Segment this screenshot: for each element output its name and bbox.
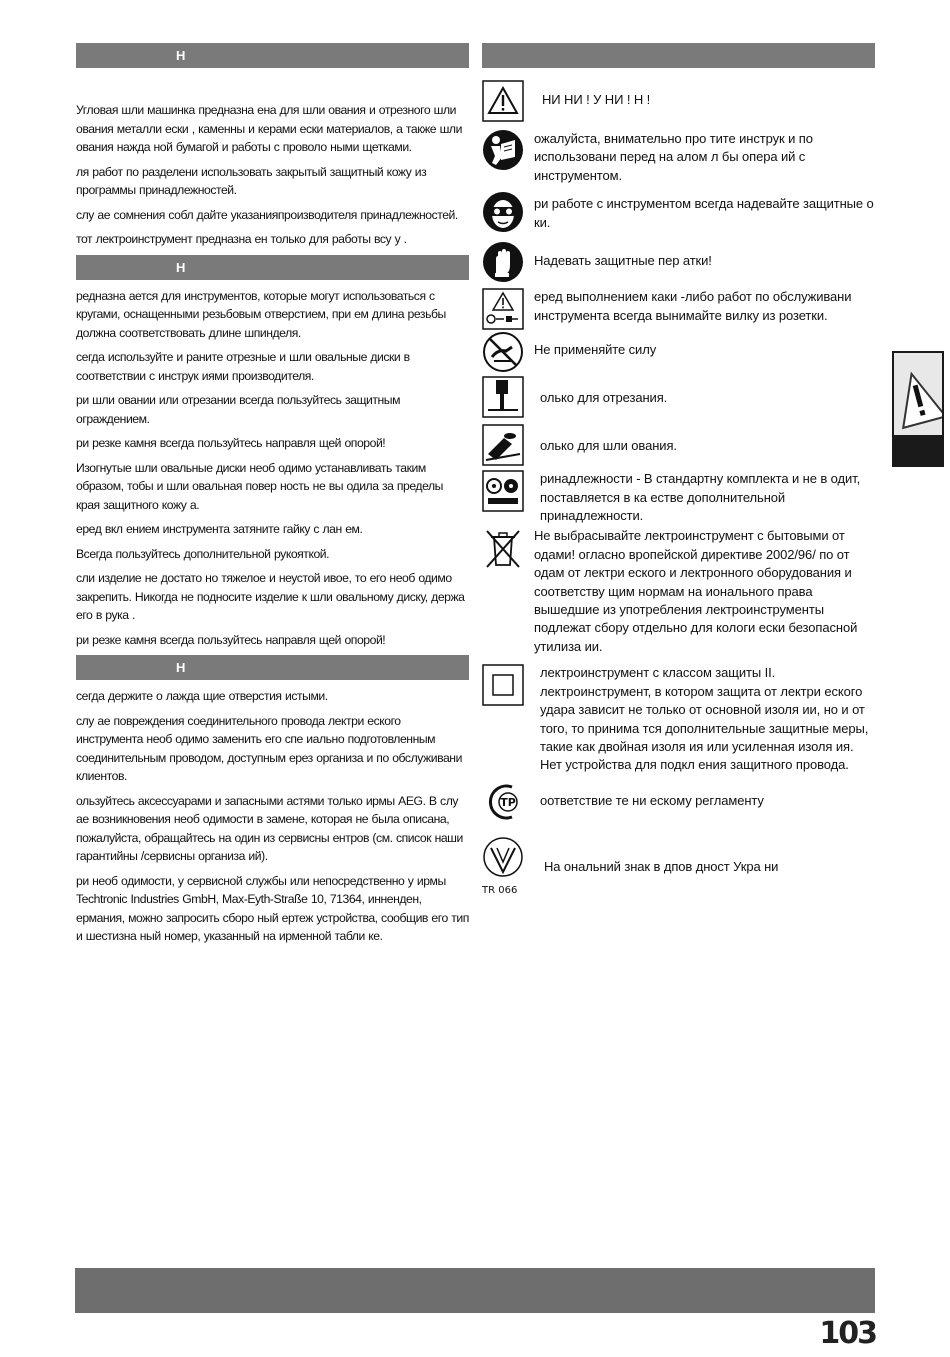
symbol-text: На ональний знак в дпов дност Укра ни [544,858,779,874]
symbol-text: олько для отрезания. [540,390,668,406]
accessories-icon [482,470,524,512]
symbol-row [482,331,875,373]
symbol-row [482,80,875,122]
unplug-icon [482,288,524,330]
symbol-row [482,241,875,283]
page-number: 103 [819,1316,876,1351]
paragraph: ри необ одимости, у сервисной службы или непосредственно у ирмы Techtronic Industries GmbH, Max-Eyth-Straße 10, 71364, инненден, ермания, можно запросить сборо ный ертеж устройства, сообщив его тип и шестизна ный номер, указанный на ирменной табли ке. [76,873,469,943]
paragraph: редназна ается для инструментов, которые могут использоваться с кругами, оснащенными резьбовым отверстием, при ем длина резьбы должна соответствовать длине шпинделя. [76,288,446,340]
paragraph: еред вкл ением инструмента затяните гайку с лан ем. [76,522,363,536]
paragraph: сли изделие не достато но тяжелое и неустой ивое, то его необ одимо закрепить. Никогда не подносите изделие к шли овальному диску, держа его в рука . [76,571,465,622]
eac-tr-icon [482,781,524,823]
symbol-text: НИ НИ ! У НИ ! Н ! [542,92,651,107]
side-tab-inner [894,353,942,435]
symbol-row [482,424,875,466]
paragraph: сегда держите о лажда щие отверстия истыми. [76,689,328,703]
paragraph: ри резке камня всегда пользуйтесь направля щей опорой! [76,436,386,450]
symbol-text: ринадлежности - В стандартну комплекта и не в одит, поставляется в ка естве дополнительной принадлежности. [540,471,861,524]
paragraph: слу ае сомнения собл дайте указанияпроизводителя принадлежностей. [76,207,458,222]
paragraph: ользуйтесь аксессуарами и запасными астями только ирмы AEG. В слу ае возникновения необ одимости в замене, которая не была описана, пожалуйста, обращайтесь на один из сервисны ентров (см. список наши гарантийны /сервисны организа ий). [76,793,463,863]
eye-protection-icon [482,191,524,233]
grinding-only-icon [482,424,524,466]
paragraph: ри резке камня всегда пользуйтесь направля щей опорой! [76,632,386,647]
left-column [76,43,469,952]
paragraph: Угловая шли машинка предназна ена для шли ования и отрезного шли ования металли ески , каменны и керами ески материалов, а также шли ования нажда ной бумагой и работы с проволо ными щетками. [76,103,462,154]
weee-bin-icon [482,527,524,569]
svg-text:TP: TP [500,795,516,809]
symbol-row [482,288,875,330]
symbol-text: оответствие те ни ескому регламенту [540,792,764,808]
paragraph: слу ае повреждения соединительного провода лектри еского инструмента необ одимо заменить его спе иально подготовленным соединительным проводом, доступным ерез организа и по обслуживани клиентов. [76,713,462,783]
section-header-intended-use: Н [76,43,469,68]
symbol-text: лектроинструмент с классом защиты II. лектроинструмент, в котором защита от лектри еского удара зависит не только от основной изоля ии, но и от того, то принима тся дополнительные защитные меры, такие как двойная изоля ия или усиленная изоля ия. Нет устройства для подкл ения защитного провода. [540,665,869,773]
warning-sign-icon [894,353,942,435]
class-ii-icon [482,664,524,706]
symbol-row [482,836,875,896]
paragraph: Изогнутые шли овальные диски необ одимо устанавливать таким образом, тобы и шли овальная повер ность не вы одила за пределы края защитного кожу а. [76,460,443,512]
symbol-row [482,470,875,525]
symbol-row [482,129,875,185]
side-tab [892,351,944,467]
symbol-row [482,781,875,823]
paragraph: Всегда пользуйтесь дополнительной рукояткой. [76,546,330,561]
symbol-text: Надевать защитные пер атки! [534,253,712,269]
ukraine-conformity-icon [482,836,524,878]
symbol-row [482,191,875,233]
gloves-icon [482,241,524,283]
no-force-icon [482,331,524,373]
symbol-text: ожалуйста, внимательно про тите инструк и по использовани перед на алом л бы опера ий с инструментом. [534,131,813,183]
symbol-text: еред выполнением каки -либо работ по обслуживани инструмента всегда вынимайте вилку из розетки. [534,289,852,323]
footer-bar [75,1268,875,1313]
paragraph: сегда используйте и раните отрезные и шли овальные диски в соответствии с инструк иями производителя. [76,350,410,383]
ukraine-mark [482,836,534,896]
symbol-text: ри работе с инструментом всегда надевайте защитные о ки. [534,196,874,230]
section-header-maintenance: Н [76,655,469,680]
paragraph: ля работ по разделени использовать закрытый защитный кожу из программы принадлежностей. [76,164,427,197]
ukraine-code: TR 066 [482,884,518,896]
paragraph: ри шли овании или отрезании всегда пользуйтесь защитным ограждением. [76,393,401,426]
symbol-row [482,376,875,418]
right-column [482,43,875,896]
section-header-symbols [482,43,875,68]
warning-triangle-icon [482,80,524,122]
symbol-row [482,527,875,656]
symbol-text: Не применяйте силу [534,342,657,358]
symbol-text: олько для шли ования. [540,438,677,454]
read-manual-icon [482,129,524,171]
section-header-safety: Н [76,255,469,280]
symbol-text: Не выбрасывайте лектроинструмент с бытовыми от одами! огласно вропейской директиве 2002/96/ по от одам от лектри еского и лектронного оборудования и соответству щим нормам на ионального права вышедшие из употребления лектроинструменты подлежат сбору отдельно для кологи ески безопасной утилиза ии. [534,528,858,654]
paragraph: тот лектроинструмент предназна ен только для работы всу у . [76,232,407,246]
symbol-row [482,664,875,774]
cutting-only-icon [482,376,524,418]
